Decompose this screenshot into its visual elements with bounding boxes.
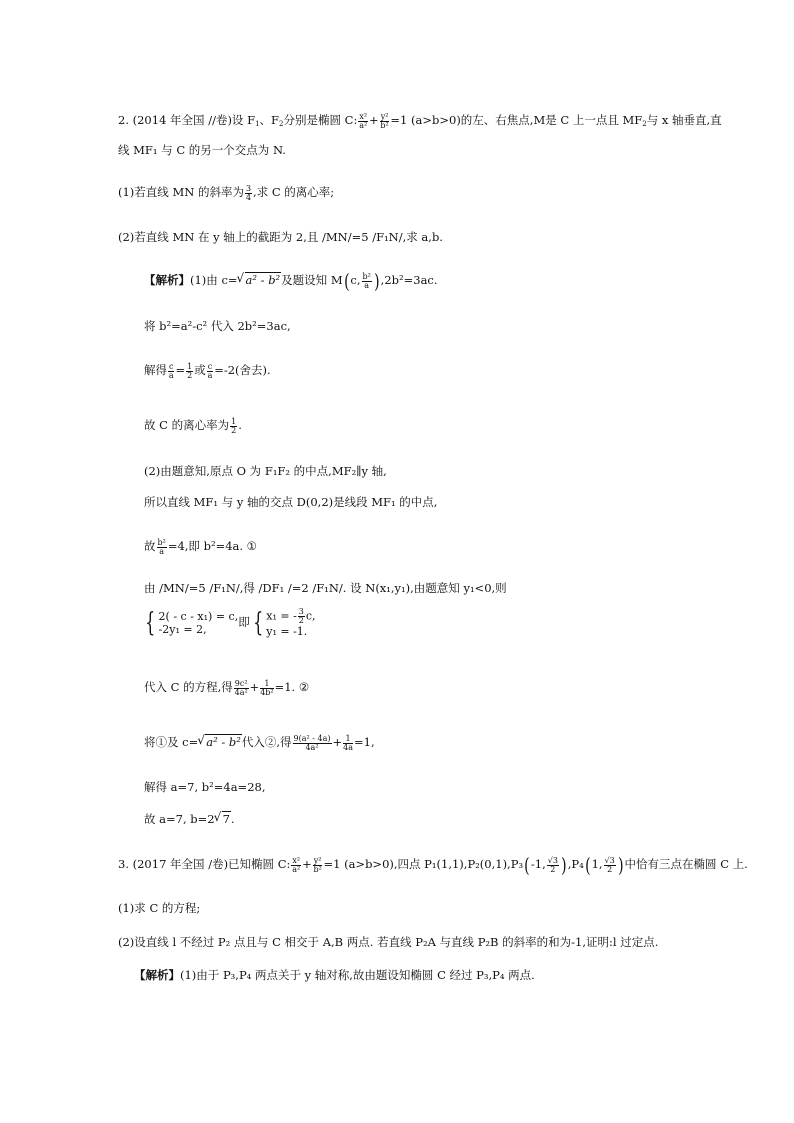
sqrt-a2-b2: √ a² - b² (238, 272, 282, 288)
sol2-line-6: 所以直线 MF₁ 与 y 轴的交点 D(0,2)是线段 MF₁ 的中点, (144, 495, 438, 509)
solution-tag: 【解析】 (144, 273, 190, 287)
q3-line-1: 3. (2017 年全国 /卷)已知椭圆 C: $\frac{\text{x²}}{\text{a²}}$ + $\frac{\text{y²}}{\text{b²}}$ =1 (a>b>0),四点 P₁(1,1),P₂(0,1),P₃(-1, $\frac{√3}{2}$ ),P₄(1, $\frac{√3}{2}$ )中恰有三点在椭圆 C 上. (118, 853, 748, 877)
q2-line-2: 线 MF₁ 与 C 的另一个交点为 N. (118, 143, 286, 157)
sol2-line-12: 故 a=7, b=2√ 7. (144, 811, 235, 827)
sol2-line-4: 故 C 的离心率为 $\frac{1}{2}$ . (144, 416, 242, 435)
frac-3-4: $\frac{3}{4}$ (245, 183, 252, 202)
sol2-line-7: 故 $\frac{\text{b²}}{a}$ =4,即 b²=4a. ① (144, 537, 257, 556)
sol2-line-8: 由 /MN/=5 /F₁N/,得 /DF₁ /=2 /F₁N/. 设 N(x₁,y₁),由题意知 y₁<0,则 (144, 581, 507, 595)
q3-part-1: (1)求 C 的方程; (118, 901, 201, 915)
q2-part-2: (2)若直线 MN 在 y 轴上的截距为 2,且 /MN/=5 /F₁N/,求 a,b. (118, 230, 443, 244)
q3-part-2: (2)设直线 l 不经过 P₂ 点且与 C 相交于 A,B 两点. 若直线 P₂A 与直线 P₂B 的斜率的和为-1,证明:l 过定点. (118, 935, 659, 949)
sol2-line-5: (2)由题意知,原点 O 为 F₁F₂ 的中点,MF₂∥y 轴, (144, 464, 387, 478)
sol2-line-10: 将①及 c=√ a² - b²代入②,得 $\frac{\text{9(a² - 4a)}}{\text{4a²}}$ + $\frac{1}{4a}$ =1, (144, 734, 375, 752)
q2-line-1: 2. (2014 年全国 //卷)设 $F_1$、$F_2$分别是椭圆 C: $\frac{\text{x²}}{\text{a²}}$ + $\frac{\text{y²}}{\text{b²}}$ =1 (a>b>0)的左、右焦点,M是 C 上一点且 $MF_2$与 x 轴垂直,直 (118, 111, 722, 130)
sol2-line-2: 将 b²=a²-c² 代入 2b²=3ac, (144, 319, 291, 333)
frac-b2-a: $\frac{\text{b²}}{a}$ (362, 271, 371, 290)
q2-part-1: (1)若直线 MN 的斜率为 $\frac{3}{4}$ ,求 C 的离心率; (118, 183, 335, 202)
sol2-line-3: 解得 $\frac{c}{a}$ = $\frac{1}{2}$ 或 $\frac{c}{a}$ =-2(舍去). (144, 361, 271, 380)
sol2-line-1: 【解析】(1)由 c=√ a² - b²及题设知 M(c, $\frac{\text{b²}}{a}$ ),2b²=3ac. (144, 272, 438, 290)
frac-y2-b2: $\frac{\text{y²}}{\text{b²}}$ (380, 111, 389, 130)
sol2-system: { 2( - c - x₁) = c, -2y₁ = 2, 即 { x₁ = - $\frac{3}{2}$ c, y₁ = -1. (145, 607, 316, 638)
sol2-line-11: 解得 a=7, b²=4a=28, (144, 780, 266, 794)
frac-x2-a2: $\frac{\text{x²}}{\text{a²}}$ (359, 111, 368, 130)
solution-tag: 【解析】 (134, 968, 180, 982)
q3-solution: 【解析】(1)由于 P₃,P₄ 两点关于 y 轴对称,故由题设知椭圆 C 经过 P₃,P₄ 两点. (134, 968, 535, 982)
sol2-line-9: 代入 C 的方程,得 $\frac{\text{9c²}}{\text{4a²}}$ + $\frac{1}{\text{4b²}}$ =1. ② (144, 678, 310, 697)
